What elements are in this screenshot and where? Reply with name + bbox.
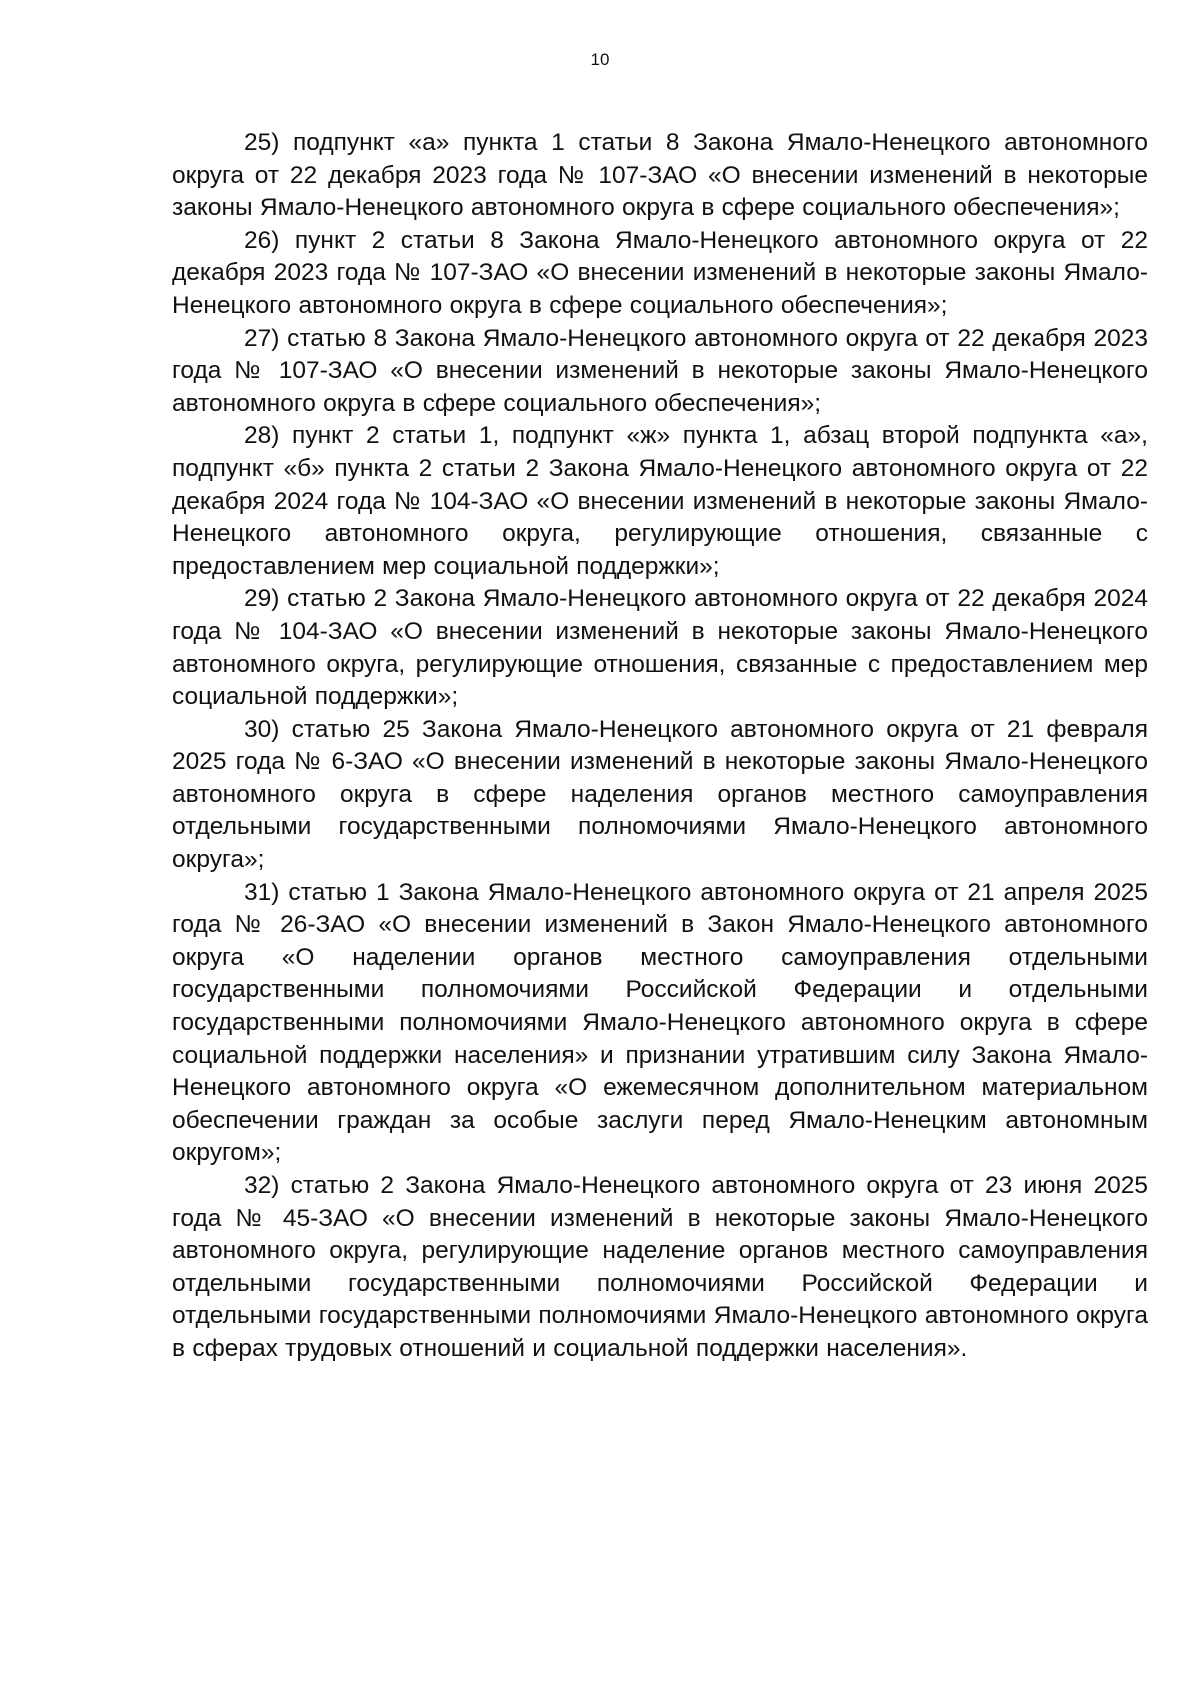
list-item-29: 29) статью 2 Закона Ямало-Ненецкого автономного округа от 22 декабря 2024 года № 104-ЗАО «О внесении изменений в некоторые законы Ямало-Ненецкого автономного округа, регулирующие отношения, связанные с предоставлением мер социальной поддержки»;	[172, 585, 1148, 711]
list-item-27: 27) статью 8 Закона Ямало-Ненецкого автономного округа от 22 декабря 2023 года № 107-ЗАО «О внесении изменений в некоторые законы Ямало-Ненецкого автономного округа в сфере социального обеспечения»;	[172, 324, 1148, 417]
list-item-26: 26) пункт 2 статьи 8 Закона Ямало-Ненецкого автономного округа от 22 декабря 2023 года № 107-ЗАО «О внесении изменений в некоторые законы Ямало-Ненецкого автономного округа в сфере социального обеспечения»;	[172, 226, 1148, 319]
list-item-28: 28) пункт 2 статьи 1, подпункт «ж» пункта 1, абзац второй подпункта «а», подпункт «б» пункта 2 статьи 2 Закона Ямало-Ненецкого автономного округа от 22 декабря 2024 года № 104-ЗАО «О внесении изменений в некоторые законы Ямало-Ненецкого автономного округа, регулирующие отношения, связанные с предоставлением мер социальной поддержки»;	[172, 422, 1148, 580]
list-item-32: 32) статью 2 Закона Ямало-Ненецкого автономного округа от 23 июня 2025 года № 45-ЗАО «О внесении изменений в некоторые законы Ямало-Ненецкого автономного округа, регулирующие наделение органов местного самоуправления отдельными государственными полномочиями Российской Федерации и отдельными государственными полномочиями Ямало-Ненецкого автономного округа в сферах трудовых отношений и социальной поддержки населения».	[172, 1172, 1148, 1362]
page-number: 10	[590, 50, 610, 69]
list-item-31: 31) статью 1 Закона Ямало-Ненецкого автономного округа от 21 апреля 2025 года № 26-ЗАО «О внесении изменений в Закон Ямало-Ненецкого автономного округа «О наделении органов местного самоуправления отдельными государственными полномочиями Российской Федерации и отдельными государственными полномочиями Ямало-Ненецкого автономного округа в сфере социальной поддержки населения» и признании утратившим силу Закона Ямало-Ненецкого автономного округа «О ежемесячном дополнительном материальном обеспечении граждан за особые заслуги перед Ямало-Ненецким автономным округом»;	[172, 878, 1148, 1167]
list-item-25: 25) подпункт «а» пункта 1 статьи 8 Закона Ямало-Ненецкого автономного округа от 22 декабря 2023 года № 107-ЗАО «О внесении изменений в некоторые законы Ямало-Ненецкого автономного округа в сфере социального обеспечения»;	[172, 129, 1148, 222]
list-item-30: 30) статью 25 Закона Ямало-Ненецкого автономного округа от 21 февраля 2025 года № 6-ЗАО «О внесении изменений в некоторые законы Ямало-Ненецкого автономного округа в сфере наделения органов местного самоуправления отдельными государственными полномочиями Ямало-Ненецкого автономного округа»;	[172, 715, 1148, 874]
document-body	[172, 127, 1148, 1366]
